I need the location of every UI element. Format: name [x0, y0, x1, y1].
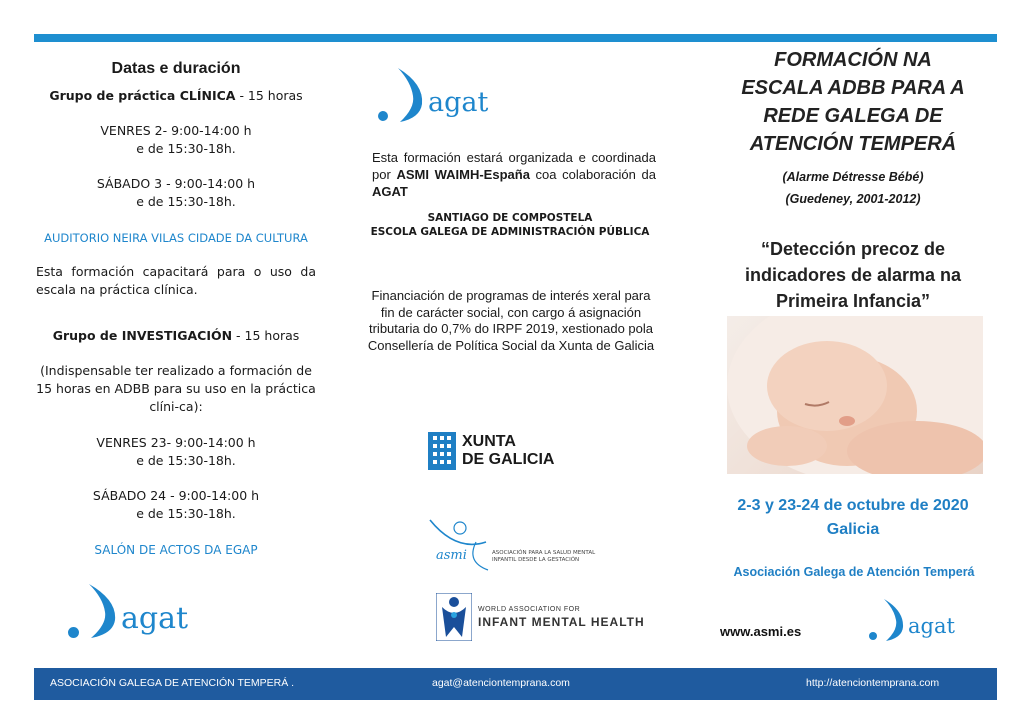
association-name: Asociación Galega de Atención Temperá [733, 565, 975, 579]
agat-logo-dot [378, 111, 388, 121]
asmi-desc-2: INFANTIL DESDE LA GESTACIÓN [492, 557, 580, 563]
asmi-swirl-icon [426, 512, 506, 574]
xunta-shield-icon [428, 432, 456, 470]
footer-email-link[interactable]: agat@atenciontemprana.com [432, 677, 570, 689]
subtitle-scale: (Alarme Détresse Bébé) [782, 170, 924, 184]
agat-logo-word: agat [121, 601, 189, 636]
footer-bar [34, 668, 997, 700]
asmi-name: asmi [436, 548, 467, 563]
clinic-group-label: Grupo de práctica CLÍNICA [49, 88, 236, 103]
research-note: (Indispensable ter realizado a formación de 15 horas en ADBB para su uso en la práctica clíni-ca): [36, 363, 316, 414]
research-day1: VENRES 23- 9:00-14:00 h [96, 435, 256, 450]
baby-photo [727, 316, 983, 474]
org-text-agat: AGAT [372, 184, 408, 199]
clinic-day2: SÁBADO 3 - 9:00-14:00 h [96, 176, 256, 191]
clinic-day1: VENRES 2- 9:00-14:00 h [100, 123, 252, 138]
venue-auditorio: AUDITORIO NEIRA VILAS CIDADE DA CULTURA [44, 231, 308, 245]
research-group-label: Grupo de INVESTIGACIÓN [52, 328, 233, 343]
title-line1: FORMACIÓN NA [774, 49, 932, 71]
title-line2: ESCALA ADBB PARA A [741, 77, 965, 99]
agat-logo-col1 [68, 580, 188, 640]
website-link[interactable]: www.asmi.es [720, 624, 802, 639]
dates-heading: Datas e duración [111, 60, 241, 77]
org-text-asmi: ASMI WAIMH-España [396, 167, 530, 182]
event-dates: 2-3 y 23-24 de octubre de 2020 [737, 497, 969, 514]
footer-url-link[interactable]: http://atenciontemprana.com [806, 677, 940, 689]
location-school: ESCOLA GALEGA DE ADMINISTRACIÓN PÚBLICA [370, 226, 650, 238]
research-day2: SÁBADO 24 - 9:00-14:00 h [92, 488, 260, 503]
sleeping-baby-image [727, 316, 983, 474]
research-day2-pm: e de 15:30-18h. [136, 506, 236, 521]
agat-logo-swoosh-icon [83, 582, 119, 640]
research-day1-pm: e de 15:30-18h. [136, 453, 236, 468]
research-group-line [36, 327, 316, 345]
waimh-figure-icon [436, 593, 472, 641]
waimh-logo [436, 593, 645, 641]
asmi-logo [426, 512, 656, 574]
title-line4: ATENCIÓN TEMPERÁ [749, 133, 957, 155]
footer-association: ASOCIACIÓN GALEGA DE ATENCIÓN TEMPERÁ . [50, 677, 295, 689]
clinic-day2-pm: e de 15:30-18h. [136, 194, 236, 209]
quote-headline: “Detección precoz de indicadores de alarma na Primeira Infancia” [744, 239, 962, 311]
agat-logo-word: agat [428, 87, 489, 118]
clinic-group-line [36, 87, 316, 105]
agat-logo-word: agat [908, 614, 955, 638]
research-group-hours: - 15 horas [232, 328, 300, 343]
agat-logo-col3 [869, 595, 955, 643]
title-line3: REDE GALEGA DE [763, 105, 943, 127]
xunta-logo [428, 432, 554, 470]
agat-logo-swoosh-icon [392, 66, 426, 124]
main-title [717, 46, 989, 158]
event-place: Galicia [826, 521, 880, 538]
agat-logo-swoosh-icon [880, 597, 906, 643]
org-text-part1: Esta formación estará organizada e coordinada por [372, 150, 656, 182]
waimh-line2: INFANT MENTAL HEALTH [478, 614, 645, 629]
waimh-line1: WORLD ASSOCIATION FOR [478, 605, 581, 613]
clinic-description: Esta formación capacitará para o uso da escala na práctica clínica. [36, 264, 316, 297]
clinic-group-hours: - 15 horas [235, 88, 303, 103]
top-accent-bar [34, 34, 997, 42]
agat-logo-dot [68, 627, 79, 638]
agat-logo-dot [869, 632, 877, 640]
asmi-desc-1: ASOCIACIÓN PARA LA SALUD MENTAL [492, 550, 596, 556]
org-text-part2: coa colaboración da [529, 167, 656, 182]
agat-logo-col2 [378, 62, 488, 124]
xunta-line1: XUNTA [462, 433, 516, 450]
venue-egap: SALÓN DE ACTOS DA EGAP [94, 543, 258, 557]
subtitle-author: (Guedeney, 2001-2012) [785, 192, 921, 206]
xunta-line2: DE GALICIA [462, 451, 555, 468]
location-city: SANTIAGO DE COMPOSTELA [427, 212, 593, 224]
clinic-day1-pm: e de 15:30-18h. [136, 141, 236, 156]
funding-text: Financiación de programas de interés xeral para fin de carácter social, con cargo á asignación tributaria do 0,7% do IRPF 2019, xestionado pola Consellería de Política Social da Xunta de Galicia [367, 288, 655, 353]
organization-text [372, 149, 656, 200]
